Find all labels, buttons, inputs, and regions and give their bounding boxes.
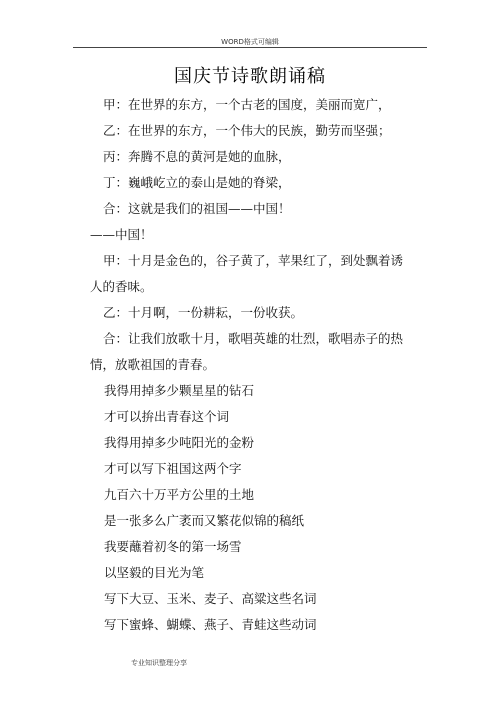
text-line: 我得用掉多少吨阳光的金粉 (104, 435, 255, 450)
text-line: 甲：在世界的东方，一个古老的国度，美丽而宽广， (103, 97, 391, 112)
text-line: 九百六十万平方公里的土地 (104, 487, 255, 502)
text-line: 我得用掉多少颗星星的钻石 (104, 383, 255, 398)
text-line: 人的香味。 (90, 279, 153, 294)
text-line: 才可以写下祖国这两个字 (104, 461, 242, 476)
text-line: 写下蜜蜂、蝴蝶、燕子、青蛙这些动词 (104, 617, 317, 632)
text-line: 我要蘸着初冬的第一场雪 (104, 539, 242, 554)
text-line: 以坚毅的目光为笔 (104, 565, 205, 580)
text-line: ——中国！ (90, 227, 153, 242)
poem-body (90, 92, 420, 638)
text-line: 写下大豆、玉米、麦子、高粱这些名词 (104, 591, 317, 606)
text-line: 情，放歌祖国的青春。 (90, 357, 216, 372)
text-line: 是一张多么广袤而又繁花似锦的稿纸 (104, 513, 305, 528)
page-footer: 专业知识整理分享 (131, 659, 187, 667)
text-line: 乙：在世界的东方，一个伟大的民族，勤劳而坚强； (103, 123, 391, 138)
document-title: 国庆节诗歌朗诵稿 (174, 66, 326, 87)
header-label: WORD格式可编辑 (221, 38, 279, 46)
text-line: 合：这就是我们的祖国——中国！ (103, 201, 291, 216)
header-divider (73, 47, 427, 48)
text-line: 乙：十月啊，一份耕耘，一份收获。 (103, 305, 304, 320)
text-line: 才可以拚出青春这个词 (104, 409, 230, 424)
text-line: 合：让我们放歌十月，歌唱英雄的壮烈，歌唱赤子的热 (103, 331, 404, 346)
text-line: 丁：巍峨屹立的泰山是她的脊梁， (103, 175, 291, 190)
text-line: 丙：奔腾不息的黄河是她的血脉， (103, 149, 291, 164)
text-line: 甲：十月是金色的，谷子黄了，苹果红了，到处飘着诱 (103, 253, 404, 268)
